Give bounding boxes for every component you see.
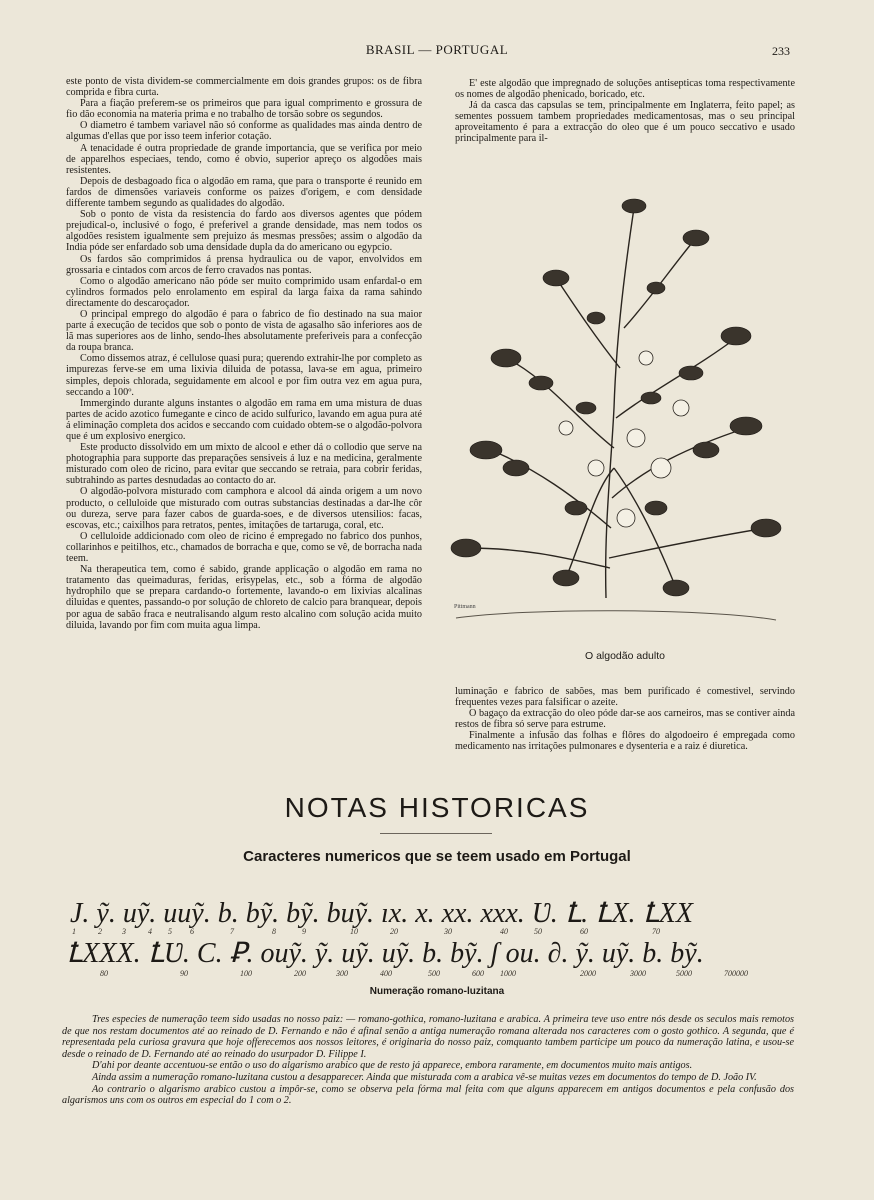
left-column: [66, 76, 422, 631]
numeral-label: 4: [148, 927, 152, 936]
paragraph: Ainda assim a numeração romano-luzitana custou a desapparecer. Ainda que misturada com a arabica vê-se muitas vezes em documentos do tempo de D. João IV.: [92, 1071, 757, 1083]
running-head: BRASIL — PORTUGAL: [365, 42, 509, 57]
numeral-label: 3: [122, 927, 126, 936]
paragraph: O celluloide addicionado com oleo de ricino é empregado no fabrico dos punhos, collarinhos e peitilhos, etc., chamados de borracha e que, como se vê, de borracha nada teem.: [66, 530, 422, 565]
paragraph: Como dissemos atraz, é cellulose quasi pura; querendo extrahir-lhe por completo as impurezas ferve-se em uma lixivia diluida de potassa, lava-se em agua, primeiro simples, depois chlorada, seguidamente em alcool e por fim outra vez em agua pura, seccando a 100º.: [66, 353, 422, 398]
section-subtitle: Caracteres numericos que se teem usado em Portugal: [243, 848, 631, 865]
paragraph: Immergindo durante alguns instantes o algodão em rama em uma mistura de duas partes de acido azotico fumegante e cinco de acido sulfurico, lavando em agua pura até á eliminação completa dos acidos e seccando com cuidado obtem-se o algodão-polvora que é um explosivo energico.: [66, 397, 422, 442]
numeral-label: 7: [230, 927, 234, 936]
numeral-label: 6: [190, 927, 194, 936]
numeral-label: 9: [302, 927, 306, 936]
paragraph: Como o algodão americano não póde ser muito comprimido usam enfardal-o em cylindros formados pelo enrolamento em espiral da larga faixa da rama sahindo directamente do descaroçador.: [66, 275, 422, 309]
numeral-label: 600: [472, 969, 484, 978]
paragraph: E' este algodão que impregnado de soluções antisepticas toma respectivamente os nomes de algodão phenicado, boricado, etc.: [455, 78, 795, 101]
numeral-label: 1000: [500, 969, 516, 978]
numeral-label: 10: [350, 927, 358, 936]
paragraph: Para a fiação preferem-se os primeiros que para igual comprimento e grossura de fio dão economia na materia prima e no trabalho de torsão sobre os segundos.: [66, 98, 422, 121]
figure-caption: O algodão adulto: [585, 650, 665, 662]
paragraph: O diametro é tambem variavel não só conforme as qualidades mas ainda dentro de algumas d'ellas que por isso teem inferior cotação.: [66, 120, 422, 143]
paragraph: Finalmente a infusão das folhas e flôres do algodoeiro é empregada como medicamento nas irritações pulmonares e dysenteria e a raiz é diuretica.: [455, 730, 795, 753]
numeral-label: 5: [168, 927, 172, 936]
paragraph: Sob o ponto de vista da resistencia do fardo aos diversos agentes que pódem prejudical-o, inclusivé o fogo, é preferivel a grande densidade, mas nem todos os algodões resistem igualmente sem prejuizo ás mesmas pressões; assim o algodão da India póde ser enfardado sob uma densidade dupla da do americano ou egypcio.: [66, 209, 422, 254]
numeral-label: 300: [336, 969, 348, 978]
paragraph: Depois de desbagoado fica o algodão em rama, que para o transporte é reunido em fardos de dimensões variaveis conforme os paizes d'origem, e com densidade differente tambem segundo as qualidades do algodão.: [66, 175, 422, 210]
paragraph: luminação e fabrico de sabões, mas bem purificado é comestivel, servindo frequentes vezes para falsificar o azeite.: [455, 686, 795, 709]
right-column-bottom: [455, 686, 795, 753]
numeral-label: 20: [390, 927, 398, 936]
right-column-top: [455, 78, 795, 145]
paragraph: O bagaço da extracção do oleo póde dar-se aos carneiros, mas se contiver ainda restos de fibra só serve para estrume.: [455, 708, 795, 731]
cotton-plant-illustration: [446, 168, 786, 638]
numeral-label: 2: [98, 927, 102, 936]
numeral-label: 400: [380, 969, 392, 978]
paragraph: Os fardos são comprimidos á prensa hydraulica ou de vapor, envolvidos em grossaria e cintados com arcos de ferro cravados nas pontas.: [66, 253, 422, 276]
numeral-label: 30: [444, 927, 452, 936]
numerals-engraving: [60, 872, 820, 984]
numeral-label: 40: [500, 927, 508, 936]
numeral-label: 700000: [724, 969, 748, 978]
paragraph: O principal emprego do algodão é para o fabrico de fio destinado na sua maior parte á execução de tecidos que sob o ponto de vista de agasalho são inferiores aos de lã mas superiores aos de linho, sendo-lhes absolutamente preferiveis para a confecção da roupa branca.: [66, 308, 422, 354]
numeral-label: 1: [72, 927, 76, 936]
illustrator-signature: Pittmann: [454, 604, 476, 610]
numeral-label: 2000: [580, 969, 596, 978]
numeral-label: 3000: [630, 969, 646, 978]
paragraph: Ao contrario o algarismo arabico custou a impôr-se, como se observa pela fórma mal feita com que alguns apparecem em antigos documentos e pela confusão dos algarismos uns com os outros em especial do 1 com o 2.: [62, 1083, 794, 1107]
numeral-label: 50: [534, 927, 542, 936]
historical-notes: [62, 1014, 794, 1107]
section-title: NOTAS HISTORICAS: [284, 792, 590, 823]
numeral-label: 5000: [676, 969, 692, 978]
paragraph: Na therapeutica tem, como é sabido, grande applicação o algodão em rama no tratamento das queimaduras, feridas, erisypelas, etc., sob a fórma de algodão hydrophilo que se prepara cardando-o fortemente, lavando-o em lixivias alcalinas diluidas e quentes, passando-o por solução de chloreto de calcio para branquear, depois por agua de sabão fraca e neutralisando algum resto alcalino com solução acida muito diluida, lavando por fim com muita agua limpa.: [66, 564, 422, 631]
paragraph: O algodão-polvora misturado com camphora e alcool dá ainda origem a um novo producto, o celluloide que misturado com outras substancias destinadas a dar-lhe côr ou dureza, serve para fazer cabos de guarda-soes, e de diversos utensilios: facas, escovas, etc.; caixilhos para retratos, pentes, imitações de tartaruga, coral, etc.: [66, 486, 422, 531]
svg-text:ꝈXXX. ꝈƲ. C. Ꝑ. ouỹ. ỹ. uỹ. uỹ: ꝈXXX. ꝈƲ. C. Ꝑ. ouỹ. ỹ. uỹ. uỹ. b. bỹ. ʃ ou. ∂. ỹ. uỹ. b. bỹ.: [66, 938, 704, 969]
numeral-label: 200: [294, 969, 306, 978]
numeral-label: 90: [180, 969, 188, 978]
numeral-label: 8: [272, 927, 276, 936]
paragraph: D'ahi por deante accentuou-se então o uso do algarismo arabico que de resto já apparece, embora raramente, em documentos muito mais antigos.: [92, 1060, 693, 1072]
paragraph: A tenacidade é outra propriedade de grande importancia, que se verifica por meio de apparelhos especiaes, tendo, como é obvio, superior apreço os algodões mais resistentes.: [66, 142, 422, 176]
numeral-label: 70: [652, 927, 660, 936]
page-number: 233: [772, 44, 790, 58]
paragraph: Já da casca das capsulas se tem, principalmente em Inglaterra, feito papel; as sementes possuem tambem propriedades medicamentosas, mas o seu principal aproveitamento é para a extracção do oleo que é um pouco seccativo e usado principalmente para il-: [455, 100, 795, 145]
numerals-caption: Numeração romano-luzitana: [369, 986, 505, 997]
divider: [380, 833, 492, 834]
svg-text:J. ỹ. uỹ. uuỹ. b. bỹ. bỹ. buỹ.: J. ỹ. uỹ. uuỹ. b. bỹ. bỹ. buỹ. ıx. x. xx. xxx. Ʋ. Ꝉ. ꝈX. ꝈXX: [70, 898, 693, 929]
numeral-label: 80: [100, 969, 108, 978]
paragraph: Este producto dissolvido em um mixto de alcool e ether dá o collodio que serve na photographia para supporte das preparações sensiveis á luz e na medicina, geralmente misturado com oleo de ricino, para evitar que seccando se retraia, para cobrir feridas, subtrahindo as partes desnudadas ao contacto do ar.: [66, 442, 422, 487]
numeral-label: 500: [428, 969, 440, 978]
paragraph: este ponto de vista dividem-se commercialmente em dois grandes grupos: os de fibra comprida e fibra curta.: [66, 76, 422, 99]
numeral-label: 100: [240, 969, 252, 978]
paragraph: Tres especies de numeração teem sido usadas no nosso paiz: — romano-gothica, romano-luzitana e arabica. A primeira teve uso entre nós desde os seculos mais remotos de que nos restam documentos até ao reinado de D. Fernando e não é afinal senão a antiga numeração romana alterada nos caracteres com o gosto gothico. A segunda, que é representada pela curiosa gravura que hoje offerecemos aos nossos leitores, é originaria do nosso paiz, comquanto tambem participe um pouco da numeração latina, e usou-se desde o reinado de D. Fernando até ao reinado do usurpador D. Filippe I.: [62, 1014, 794, 1060]
numeral-label: 60: [580, 927, 588, 936]
